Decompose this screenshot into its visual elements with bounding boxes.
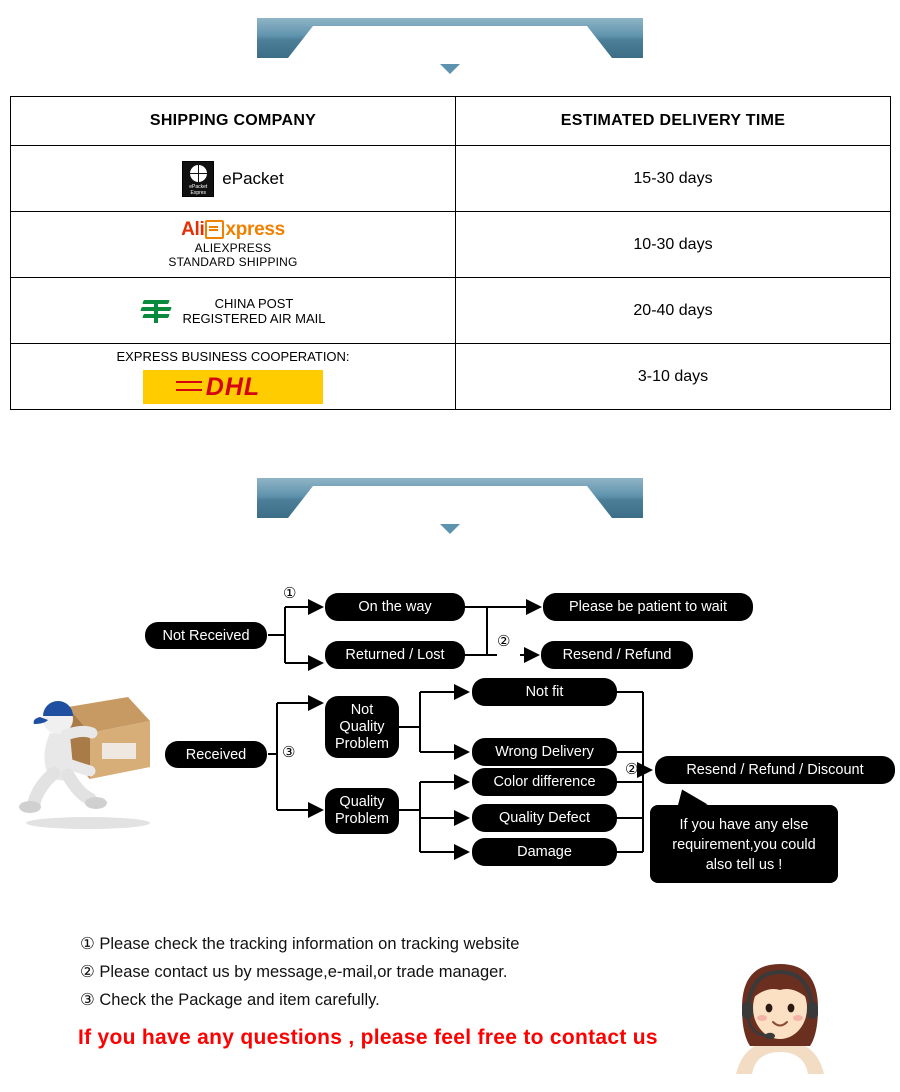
note-item-2: ② Please contact us by message,e-mail,or trade manager. bbox=[80, 963, 508, 981]
not-quality-line3: Problem bbox=[335, 735, 389, 752]
flow-node-color-difference: Color difference bbox=[472, 768, 617, 796]
epacket-icon: ePacket Expres bbox=[182, 161, 214, 197]
shipping-banner-arrow-icon bbox=[0, 64, 900, 74]
customer-service-avatar bbox=[726, 956, 834, 1074]
flow-node-resend-refund-discount: Resend / Refund / Discount bbox=[655, 756, 895, 784]
table-row bbox=[11, 344, 891, 410]
flow-node-quality-problem bbox=[325, 788, 399, 834]
table-row bbox=[11, 146, 891, 212]
dhl-logo-icon bbox=[143, 370, 323, 404]
table-row bbox=[11, 212, 891, 278]
not-quality-line2: Quality bbox=[339, 718, 385, 735]
flow-node-not-fit: Not fit bbox=[472, 678, 617, 706]
company-label-epacket: ePacket bbox=[222, 168, 284, 188]
cell-time-dhl: 3-10 days bbox=[456, 344, 891, 410]
header-shipping-company: SHIPPING COMPANY bbox=[11, 97, 456, 146]
table-row bbox=[11, 278, 891, 344]
aliexpress-sub-line2: STANDARD SHIPPING bbox=[168, 255, 298, 269]
china-post-line1: CHINA POST bbox=[214, 295, 294, 311]
flow-node-not-received: Not Received bbox=[145, 622, 267, 649]
quality-line2: Problem bbox=[335, 811, 389, 827]
flow-node-resend-refund: Resend / Refund bbox=[541, 641, 693, 669]
bubble-line1: If you have any else bbox=[679, 817, 809, 833]
flow-node-not-quality-problem bbox=[325, 696, 399, 758]
cell-time-epacket: 15-30 days bbox=[456, 146, 891, 212]
cell-company-dhl bbox=[11, 344, 456, 410]
return-banner-arrow-icon bbox=[0, 524, 900, 534]
china-post-line2: REGISTERED AIR MAIL bbox=[182, 310, 326, 326]
flow-speech-bubble bbox=[650, 805, 838, 883]
cell-company-aliexpress bbox=[11, 212, 456, 278]
shopping-cart-icon bbox=[205, 220, 224, 239]
flow-node-on-the-way: On the way bbox=[325, 593, 465, 621]
return-banner-label: RETURN & REFUND bbox=[354, 487, 546, 508]
china-post-logo-icon bbox=[140, 298, 174, 324]
bubble-line3: also tell us ! bbox=[705, 857, 783, 873]
note-item-1: ① Please check the tracking information on tracking website bbox=[80, 935, 520, 953]
cell-time-china-post: 20-40 days bbox=[456, 278, 891, 344]
aliexpress-logo-orange: xpress bbox=[225, 219, 285, 240]
table-header-row bbox=[11, 97, 891, 146]
aliexpress-logo-icon bbox=[181, 220, 285, 239]
flow-marker-3: ③ bbox=[282, 744, 296, 761]
bubble-line2: requirement,you could bbox=[672, 837, 816, 853]
not-quality-line1: Not bbox=[350, 701, 374, 718]
cell-company-china-post bbox=[11, 278, 456, 344]
return-refund-flowchart bbox=[0, 560, 900, 930]
delivery-runner-illustration bbox=[10, 675, 170, 830]
header-estimated-delivery-time: ESTIMATED DELIVERY TIME bbox=[456, 97, 891, 146]
quality-line1: Quality bbox=[339, 794, 385, 810]
return-refund-section-banner bbox=[257, 478, 643, 518]
flow-node-quality-defect: Quality Defect bbox=[472, 804, 617, 832]
flow-node-returned-lost: Returned / Lost bbox=[325, 641, 465, 669]
flow-node-damage: Damage bbox=[472, 838, 617, 866]
note-item-3: ③ Check the Package and item carefully. bbox=[80, 991, 380, 1009]
flow-marker-1: ① bbox=[283, 585, 297, 602]
cell-time-aliexpress: 10-30 days bbox=[456, 212, 891, 278]
aliexpress-logo-red: Ali bbox=[181, 219, 205, 240]
flow-marker-2: ② bbox=[497, 633, 511, 650]
contact-headline: If you have any questions , please feel free to contact us bbox=[78, 1026, 658, 1049]
shipping-section-banner bbox=[257, 18, 643, 58]
cell-company-epacket bbox=[11, 146, 456, 212]
dhl-caption: EXPRESS BUSINESS COOPERATION: bbox=[116, 349, 350, 364]
flow-node-received: Received bbox=[165, 741, 267, 768]
dhl-logo-text: DHL bbox=[205, 372, 261, 401]
aliexpress-sub-line1: ALIEXPRESS bbox=[194, 241, 272, 255]
flow-marker-2b: ② bbox=[625, 761, 639, 778]
notes-list bbox=[80, 930, 519, 1014]
flow-node-wrong-delivery: Wrong Delivery bbox=[472, 738, 617, 766]
flow-node-please-be-patient: Please be patient to wait bbox=[543, 593, 753, 621]
shipping-table bbox=[10, 96, 891, 410]
shipping-banner-label: SHIPPING bbox=[402, 27, 498, 48]
globe-icon bbox=[190, 165, 207, 182]
